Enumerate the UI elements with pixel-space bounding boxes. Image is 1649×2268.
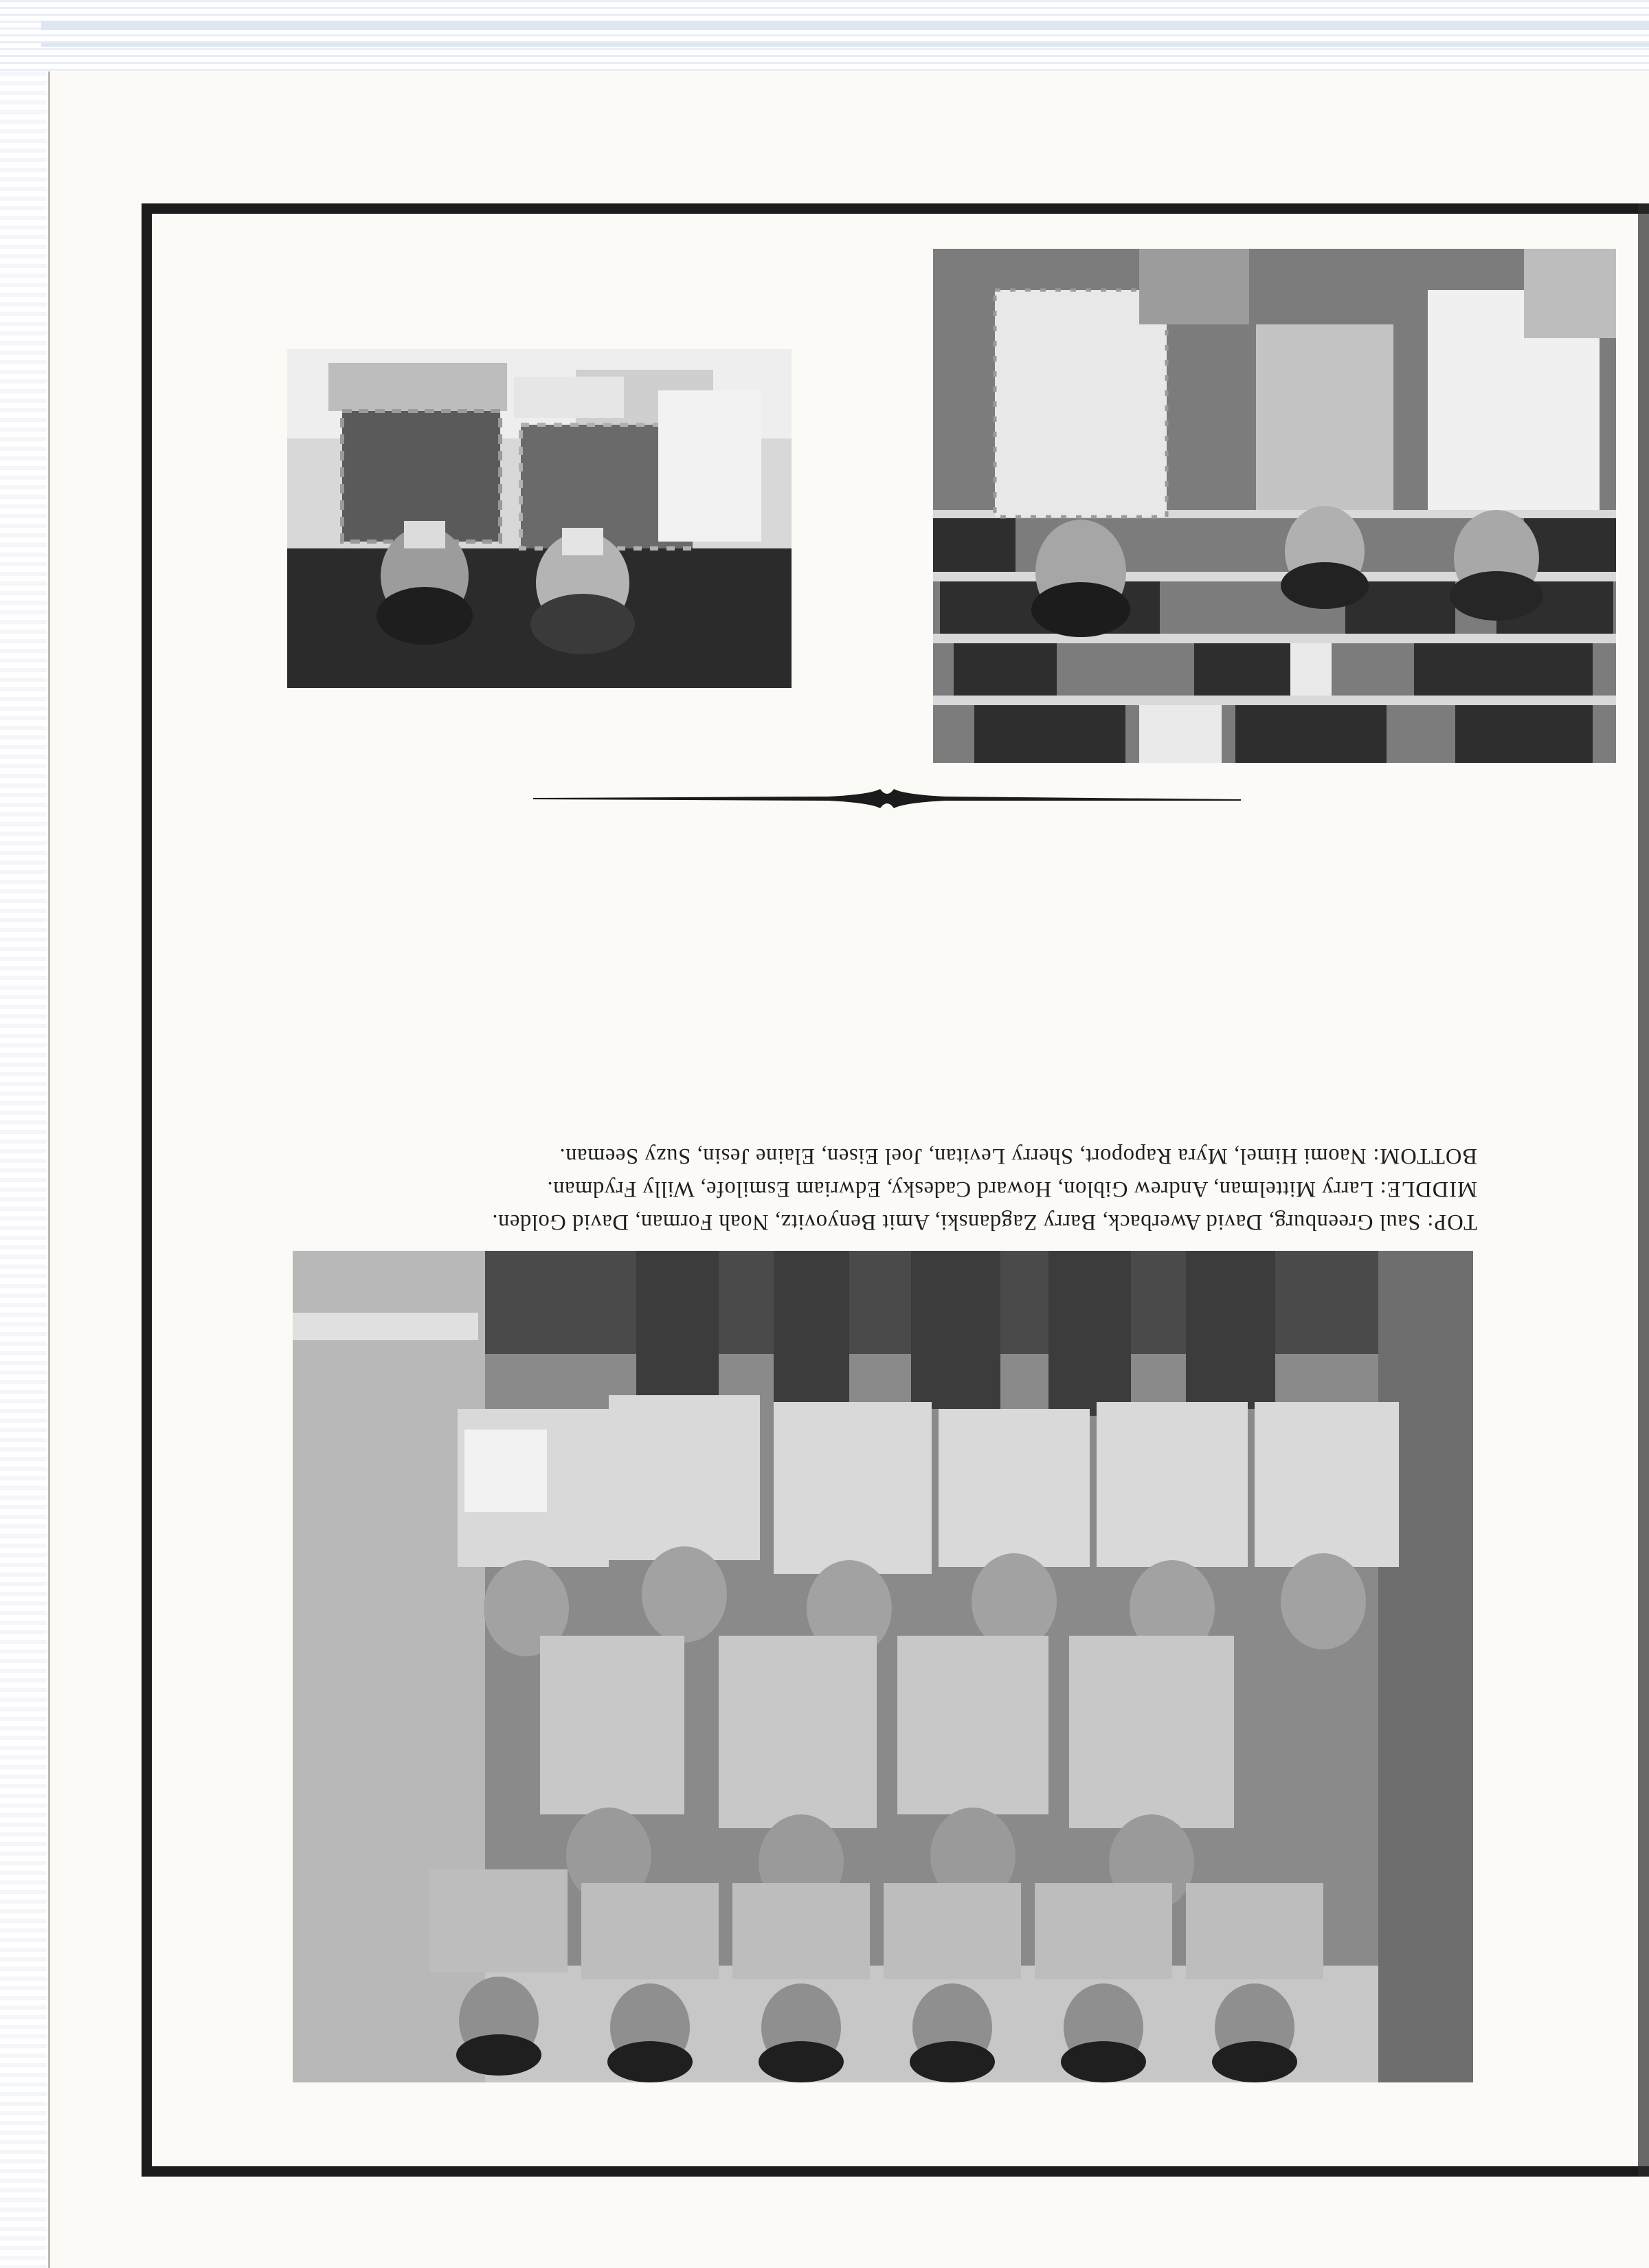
caption-middle-line	[344, 1172, 1477, 1205]
page-frame-bottom	[142, 2166, 1649, 2177]
scanner-stripe	[41, 43, 1649, 47]
page-edge	[48, 71, 50, 2268]
caption-middle-names: Larry Mittelman, Andrew Giblon, Howard Cadesky, Edwriam Esmilofe, Willy Frydman.	[546, 1177, 1373, 1201]
photo-group-class-image	[293, 1251, 1473, 2082]
photo-two-students	[287, 349, 792, 688]
caption-top-names: Saul Greenburg, David Awerback, Barry Zagdanski, Amit Benyovitz, Noah Forman, David Golden.	[491, 1210, 1421, 1234]
photo-group-class	[293, 1251, 1473, 2082]
caption-top-label: TOP:	[1426, 1210, 1477, 1234]
ornamental-divider	[533, 786, 1241, 811]
photo-library-students-image	[933, 249, 1616, 763]
scanner-margin-top	[0, 0, 1649, 71]
scanner-stripe	[41, 21, 1649, 30]
caption-bottom-label: BOTTOM:	[1372, 1144, 1477, 1168]
scanner-margin-left	[0, 71, 47, 2268]
photo-two-students-image	[287, 349, 792, 688]
caption-middle-label: MIDDLE:	[1379, 1177, 1477, 1201]
page-frame-left	[142, 203, 152, 2177]
caption-top-line	[344, 1205, 1477, 1238]
caption-bottom-names: Naomi Himel, Myra Rapoport, Sherry Levitan, Joel Eisen, Elaine Jesin, Suzy Seeman.	[559, 1144, 1367, 1168]
photo-library-students	[933, 249, 1616, 763]
photo-caption	[344, 1108, 1477, 1238]
caption-bottom-line	[344, 1139, 1477, 1172]
page-frame-right	[1638, 203, 1649, 2177]
page-frame-top	[142, 203, 1649, 214]
